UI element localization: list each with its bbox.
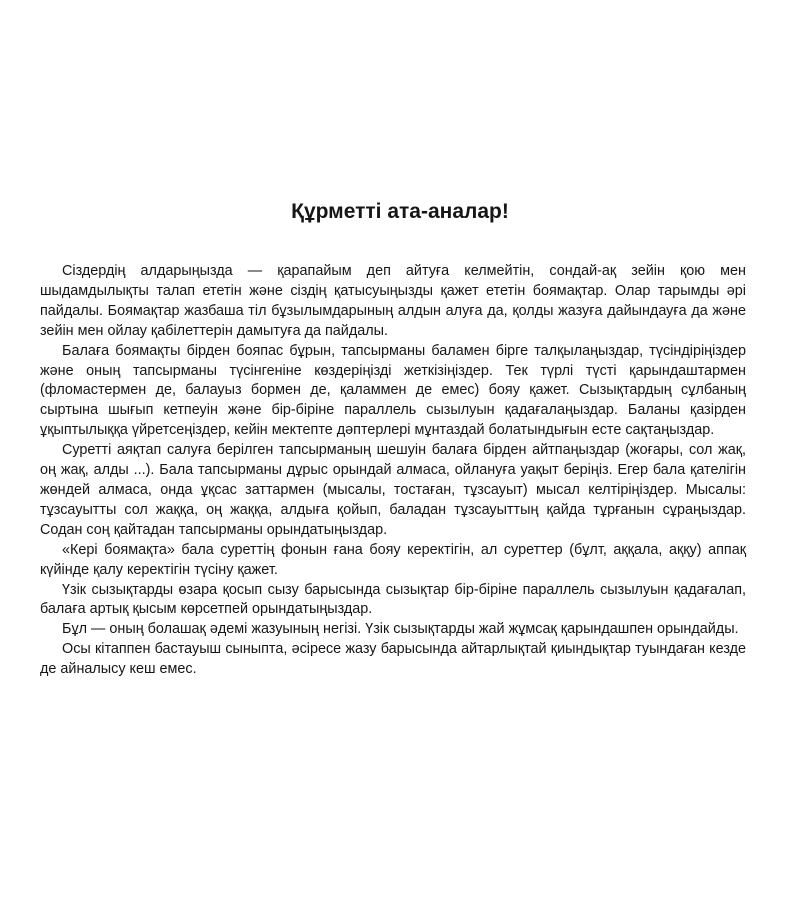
paragraph-6: Бұл — оның болашақ әдемі жазуының негізі. Үзік сызықтарды жай жұмсақ қарындашпен орындайды. bbox=[62, 621, 739, 638]
paragraph-3: Суретті аяқтап салуға берілген тапсырманың шешуін балаға бірден айтпаңыздар (жоғары, сол жақ, оң жақ, алды ...). Бала тапсырманы дұрыс орындай алмаса, ойлануға уақыт беріңіз. Егер бала қателігін жөндей алмаса, онда ұқсас заттармен (мысалы, тостаған, тұзсауыт) мысал келтіріңіздер. Мысалы: тұзсауытты сол жаққа, оң жаққа, алдыға қойып, баладан тұзсауыттың қайда тұрғанын сұраңыздар. Содан соң қайтадан тапсырманы орындатыңыздар. bbox=[40, 442, 746, 538]
body-text bbox=[40, 262, 746, 680]
page-title: Құрметті ата-аналар! bbox=[291, 200, 509, 223]
paragraph-5: Үзік сызықтарды өзара қосып сызу барысында сызықтар бір-біріне параллель сызылуын қадағалап, балаға артық қысым көрсетпей орындатыңыздар. bbox=[40, 581, 746, 618]
paragraph-1: Сіздердің алдарыңызда — қарапайым деп айтуға келмейтін, сондай-ақ зейін қою мен шыдамдылықты талап ететін және сіздің қатысуыңызды қажет ететін боямақтар. Олар тарымды әрі пайдалы. Боямақтар жазбаша тіл бұзылымдарының алдын алуға да, қолды жазуға дайындауға да және зейін мен ойлау қабілеттерін дамытуға да пайдалы. bbox=[40, 263, 746, 339]
paragraph-7: Осы кітаппен бастауыш сыныпта, әсіресе жазу барысында айтарлықтай қиындықтар туындаған кезде де айналысу кеш емес. bbox=[40, 641, 746, 678]
paragraph-2: Балаға боямақты бірден бояпас бұрын, тапсырманы баламен бірге талқылаңыздар, түсіндіріңіздер және оның тапсырманы түсінгеніне көздеріңізді жеткізіңіздер. Тек түрлі түсті қарындаштармен (фломастермен де, балауыз бормен де, қаламмен де емес) бояу қажет. Сызықтардың сұлбаның сыртына шығып кетпеуін және бір-біріне параллель сызылуын қадағалаңыздар. Баланы қазірден ұқыптылыққа үйретсеңіздер, кейін мектепте дәптерлері мұнтаздай болатындығын есте сақтаңыздар. bbox=[40, 342, 746, 439]
paragraph-4: «Кері боямақта» бала суреттің фонын ғана бояу керектігін, ал суреттер (бұлт, аққала, аққу) аппақ күйінде қалу керектігін түсіну қажет. bbox=[40, 541, 746, 578]
